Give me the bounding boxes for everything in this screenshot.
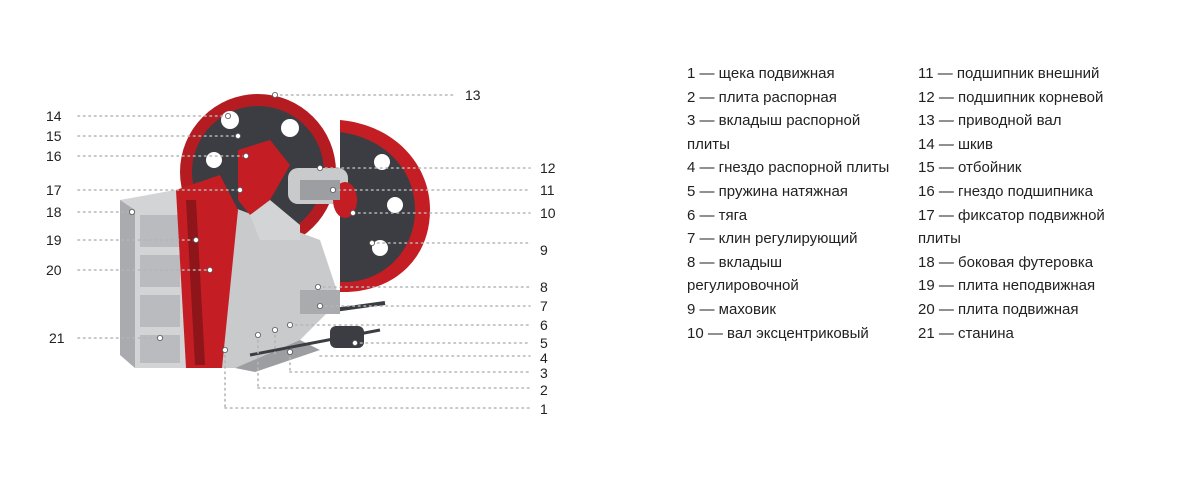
legend-item: 20 — плита подвижная bbox=[918, 300, 1079, 318]
leader-dot bbox=[207, 267, 212, 272]
leader-dot bbox=[193, 237, 198, 242]
legend-item: 16 — гнездо подшипника bbox=[918, 182, 1093, 200]
callout-number: 1 bbox=[540, 401, 548, 417]
callout-16 bbox=[46, 148, 249, 164]
callout-number: 3 bbox=[540, 365, 548, 381]
leader-dot bbox=[237, 187, 242, 192]
legend-item: 19 — плита неподвижная bbox=[918, 277, 1096, 295]
legend-item: 6 — тяга bbox=[687, 206, 748, 224]
callout-number: 5 bbox=[540, 335, 548, 351]
leader-dot bbox=[330, 187, 335, 192]
callout-number: 21 bbox=[49, 330, 65, 346]
callout-20 bbox=[46, 262, 213, 278]
callout-4 bbox=[272, 327, 548, 366]
callout-9 bbox=[369, 240, 548, 258]
legend-item: 12 — подшипник корневой bbox=[918, 88, 1104, 106]
callout-15 bbox=[46, 128, 241, 144]
callout-5 bbox=[352, 335, 548, 351]
legend-item: 8 — вкладыш регулировочной bbox=[687, 253, 799, 295]
callout-10 bbox=[350, 205, 555, 221]
callout-1 bbox=[222, 347, 548, 417]
callout-number: 14 bbox=[46, 108, 62, 124]
legend-item: 1 — щека подвижная bbox=[687, 65, 835, 82]
callout-number: 2 bbox=[540, 382, 548, 398]
leader-dot bbox=[352, 340, 357, 345]
leader-dot bbox=[287, 349, 292, 354]
callout-13 bbox=[272, 87, 480, 103]
legend-item: 10 — вал эксцентриковый bbox=[687, 324, 869, 342]
leader-dot bbox=[315, 284, 320, 289]
leader-dot bbox=[243, 153, 248, 158]
callout-14 bbox=[46, 108, 231, 124]
callout-8 bbox=[315, 279, 548, 295]
callout-6 bbox=[287, 317, 548, 333]
callout-7 bbox=[317, 298, 548, 314]
callout-number: 17 bbox=[46, 182, 62, 198]
callout-3 bbox=[287, 349, 548, 381]
legend-item: 17 — фиксатор подвижной плиты bbox=[918, 206, 1105, 248]
legend-item: 4 — гнездо распорной плиты bbox=[687, 159, 890, 177]
legend-item: 9 — маховик bbox=[687, 300, 776, 318]
callout-number: 8 bbox=[540, 279, 548, 295]
callout-number: 18 bbox=[46, 204, 62, 220]
callout-number: 16 bbox=[46, 148, 62, 164]
legend-column-1 bbox=[687, 62, 892, 345]
callout-11 bbox=[330, 182, 554, 198]
leader-dot bbox=[272, 92, 277, 97]
callout-number: 10 bbox=[540, 205, 556, 221]
legend-item: 18 — боковая футеровка bbox=[918, 253, 1094, 271]
leader-dot bbox=[272, 327, 277, 332]
callout-17 bbox=[46, 182, 243, 198]
legend-item: 13 — приводной вал bbox=[918, 112, 1062, 130]
callout-number: 20 bbox=[46, 262, 62, 278]
callout-21 bbox=[49, 330, 163, 346]
legend-item: 5 — пружина натяжная bbox=[687, 182, 848, 200]
legend-item: 21 — станина bbox=[918, 324, 1014, 342]
callout-number: 9 bbox=[540, 242, 548, 258]
legend-column-2 bbox=[918, 62, 1128, 345]
callout-number: 6 bbox=[540, 317, 548, 333]
leader-dot bbox=[225, 113, 230, 118]
leader-dot bbox=[129, 209, 134, 214]
legend-item: 3 — вкладыш распорной плиты bbox=[687, 112, 861, 153]
leader-dot bbox=[287, 322, 292, 327]
callout-18 bbox=[46, 204, 135, 220]
legend-item: 15 — отбойник bbox=[918, 159, 1022, 177]
callout-number: 4 bbox=[540, 350, 548, 366]
leader-dot bbox=[317, 303, 322, 308]
callout-19 bbox=[46, 232, 199, 248]
leader-dot bbox=[317, 165, 322, 170]
leader-dot bbox=[255, 332, 260, 337]
leader-dot bbox=[157, 335, 162, 340]
leader-dot bbox=[235, 133, 240, 138]
legend-item: 7 — клин регулирующий bbox=[687, 230, 858, 248]
callout-number: 11 bbox=[540, 182, 555, 198]
leader-dot bbox=[369, 240, 374, 245]
callout-12 bbox=[317, 160, 555, 176]
callout-number: 12 bbox=[540, 160, 556, 176]
legend-item: 14 — шкив bbox=[918, 135, 993, 153]
callout-number: 13 bbox=[465, 87, 481, 103]
legend-item: 2 — плита распорная bbox=[687, 88, 837, 106]
leader-dot bbox=[350, 210, 355, 215]
callout-number: 7 bbox=[540, 298, 548, 314]
legend-item: 11 — подшипник внешний bbox=[918, 65, 1100, 82]
leader-dot bbox=[222, 347, 227, 352]
callout-number: 19 bbox=[46, 232, 62, 248]
callout-number: 15 bbox=[46, 128, 62, 144]
